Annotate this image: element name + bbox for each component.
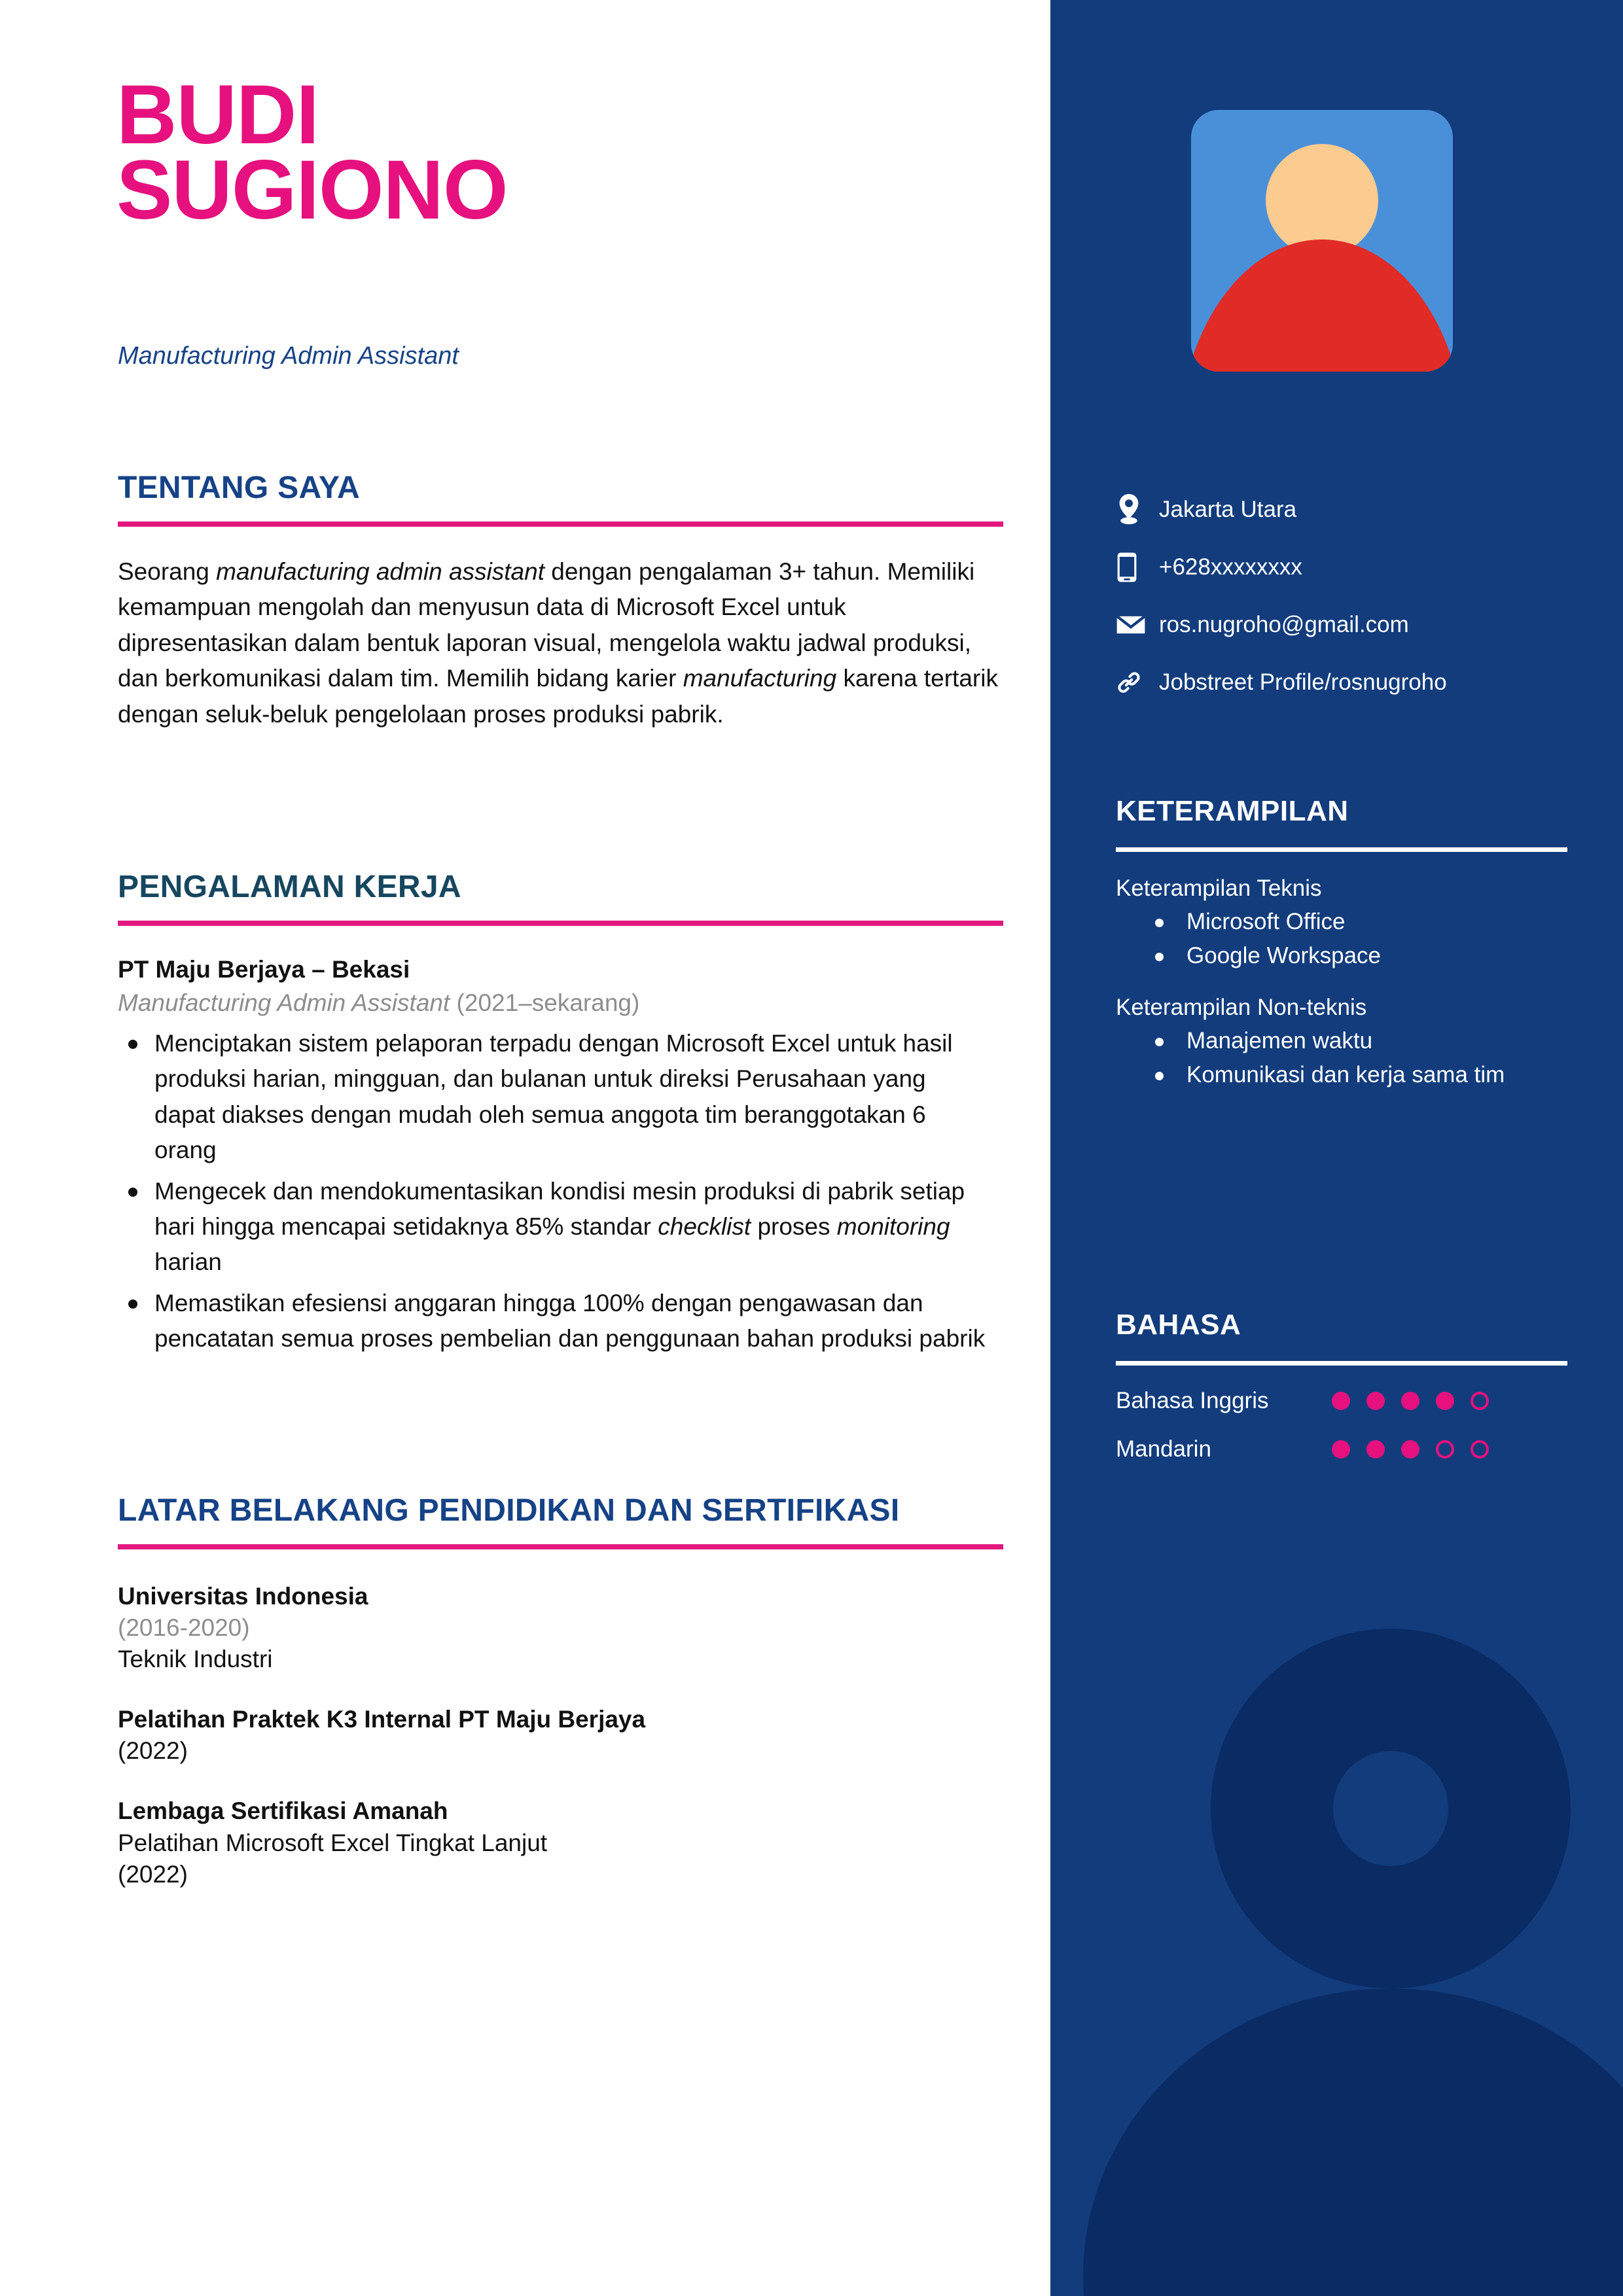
contact-item[interactable]: [1116, 654, 1587, 711]
name-line-1: BUDI: [116, 68, 319, 162]
level-dot-empty: [1471, 1440, 1489, 1458]
language-name: Bahasa Inggris: [1116, 1388, 1269, 1413]
skill-item: Manajemen waktu: [1116, 1026, 1567, 1056]
skill-groups: [1116, 874, 1567, 1090]
education-year: (2016-2020): [118, 1614, 250, 1642]
language-level-dots: [1332, 1392, 1489, 1410]
contact-value: +628xxxxxxxx: [1159, 554, 1302, 580]
level-dot-filled: [1366, 1440, 1385, 1458]
experience-bullet: Menciptakan sistem pelaporan terpadu dengan Microsoft Excel untuk hasil produksi harian, mingguan, dan bulanan untuk direksi Perusahaan yang dapat diakses dengan mudah oleh semua anggota tim beranggotakan 6 orang: [118, 1026, 988, 1169]
experience-bullet: Memastikan efesiensi anggaran hingga 100% dengan pengawasan dan pencatatan semua proses pembelian dan penggunaan bahan produksi pabrik: [118, 1286, 988, 1357]
skill-group: [1116, 874, 1567, 971]
experience-bullet-list: [118, 1026, 1003, 1356]
section-about: [118, 472, 1003, 732]
skill-group-title: Keterampilan Teknis: [1116, 875, 1322, 901]
skill-list: [1116, 1026, 1567, 1090]
education-year: (2022): [118, 1860, 188, 1888]
education-org: Lembaga Sertifikasi Amanah: [118, 1797, 448, 1825]
education-item: [118, 1704, 1003, 1767]
level-dot-filled: [1401, 1392, 1419, 1410]
avatar: [1191, 110, 1453, 372]
contact-item[interactable]: [1116, 596, 1587, 654]
language-list: [1116, 1388, 1567, 1462]
contact-item[interactable]: [1116, 481, 1587, 539]
section-divider: [1116, 1361, 1567, 1366]
skill-item: Komunikasi dan kerja sama tim: [1116, 1060, 1567, 1090]
skill-item: Google Workspace: [1116, 941, 1567, 971]
education-item: [118, 1581, 1003, 1675]
page-title: [116, 68, 508, 238]
section-divider: [1116, 847, 1567, 852]
language-level-dots: [1332, 1440, 1489, 1458]
level-dot-empty: [1471, 1392, 1489, 1410]
education-org: Universitas Indonesia: [118, 1583, 368, 1610]
language-item: [1116, 1388, 1567, 1414]
contact-list: [1116, 481, 1587, 711]
section-heading-skills: KETERAMPILAN: [1116, 795, 1349, 827]
contact-value: Jobstreet Profile/rosnugroho: [1159, 669, 1447, 695]
section-skills: [1116, 795, 1567, 1090]
education-detail: Pelatihan Microsoft Excel Tingkat Lanjut: [118, 1829, 548, 1856]
phone-icon: [1116, 552, 1159, 583]
experience-position-period: (2021–sekarang): [450, 989, 640, 1016]
skill-group-title: Keterampilan Non-teknis: [1116, 995, 1367, 1021]
section-heading-about: TENTANG SAYA: [118, 470, 360, 505]
level-dot-filled: [1436, 1392, 1454, 1410]
level-dot-filled: [1332, 1392, 1350, 1410]
section-heading-education: LATAR BELAKANG PENDIDIKAN DAN SERTIFIKASI: [118, 1493, 900, 1528]
section-education: [118, 1495, 1003, 1890]
contact-value: Jakarta Utara: [1159, 496, 1297, 522]
section-languages: [1116, 1309, 1567, 1462]
section-heading-languages: BAHASA: [1116, 1309, 1241, 1341]
language-item: [1116, 1436, 1567, 1462]
education-detail: Teknik Industri: [118, 1646, 273, 1673]
education-list: [118, 1581, 1003, 1890]
avatar-body-icon: [1191, 239, 1453, 372]
experience-bullet: Mengecek dan mendokumentasikan kondisi mesin produksi di pabrik setiap hari hingga mencapai setidaknya 85% standar checklist proses monitoring harian: [118, 1174, 988, 1280]
section-divider: [118, 1544, 1003, 1549]
level-dot-filled: [1332, 1440, 1350, 1458]
skill-group: [1116, 993, 1567, 1090]
level-dot-filled: [1401, 1440, 1419, 1458]
section-divider: [118, 521, 1003, 527]
level-dot-filled: [1366, 1392, 1385, 1410]
level-dot-empty: [1436, 1440, 1454, 1458]
section-heading-experience: PENGALAMAN KERJA: [118, 870, 461, 904]
experience-company: PT Maju Berjaya – Bekasi: [118, 956, 410, 983]
job-role-subtitle: Manufacturing Admin Assistant: [118, 342, 459, 370]
education-year: (2022): [118, 1737, 188, 1765]
section-divider: [118, 921, 1003, 926]
contact-value: ros.nugroho@gmail.com: [1159, 611, 1409, 637]
skill-list: [1116, 907, 1567, 971]
education-org: Pelatihan Praktek K3 Internal PT Maju Berjaya: [118, 1706, 646, 1733]
experience-position-title: Manufacturing Admin Assistant: [118, 989, 450, 1016]
sidebar: [1050, 0, 1623, 2296]
section-experience: [118, 872, 1003, 1356]
contact-item[interactable]: [1116, 539, 1587, 596]
location-pin-icon: [1116, 494, 1159, 525]
name-line-2: SUGIONO: [116, 143, 508, 238]
education-item: [118, 1795, 1003, 1890]
language-name: Mandarin: [1116, 1436, 1211, 1462]
experience-position: [118, 989, 1003, 1017]
about-paragraph: Seorang manufacturing admin assistant dengan pengalaman 3+ tahun. Memiliki kemampuan mengolah dan menyusun data di Microsoft Excel untuk dipresentasikan dalam bentuk laporan visual, mengelola waktu jadwal produksi, dan berkomunikasi dalam tim. Memilih bidang karier manufacturing karena tertarik dengan seluk-beluk pengelolaan proses produksi pabrik.: [118, 558, 998, 728]
envelope-icon: [1116, 614, 1159, 636]
link-icon: [1116, 669, 1159, 696]
decorative-person-silhouette-icon: [1050, 1602, 1623, 2296]
skill-item: Microsoft Office: [1116, 907, 1567, 937]
